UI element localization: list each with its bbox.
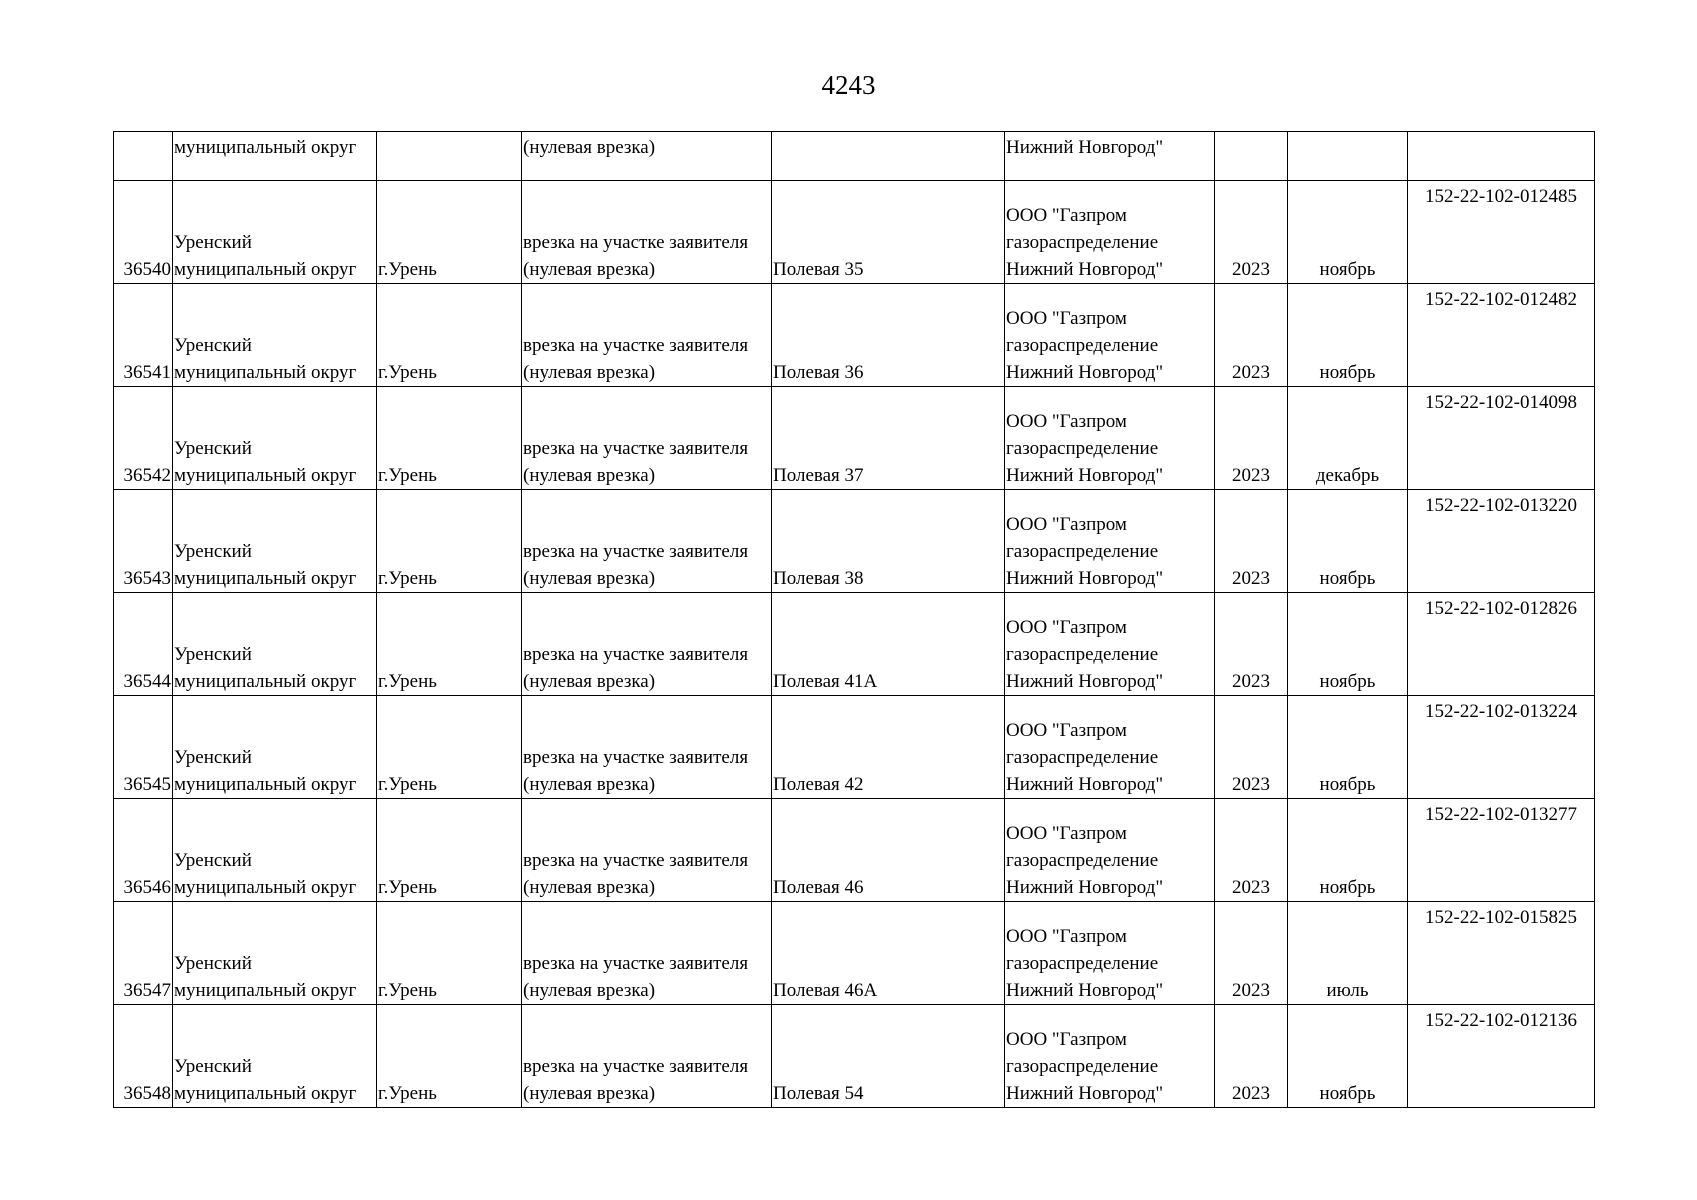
cell-code-text: 152-22-102-012136 [1425, 1010, 1577, 1031]
cell-method-text: врезка на участке заявителя [523, 644, 749, 665]
cell-org-text: газораспределение [1006, 232, 1159, 253]
cell-org-text: Нижний Новгород" [1006, 465, 1164, 486]
cell-month [1288, 696, 1408, 799]
cell-address [772, 799, 1005, 902]
cell-address [772, 696, 1005, 799]
cell-org [1005, 181, 1215, 284]
cell-year-text: 2023 [1232, 259, 1270, 280]
cell-num [114, 181, 173, 284]
cell-code-text: 152-22-102-015825 [1425, 907, 1577, 928]
cell-method-text: (нулевая врезка) [523, 980, 656, 1001]
cell-district-text: Уренский [174, 747, 252, 768]
table-row [114, 696, 1595, 799]
cell-city-text: г.Урень [378, 774, 437, 795]
cell-district [173, 181, 377, 284]
cell-code [1408, 387, 1595, 490]
cell-month [1288, 1005, 1408, 1108]
cell-city [377, 1005, 522, 1108]
cell-method-text: (нулевая врезка) [523, 465, 656, 486]
table-row [114, 284, 1595, 387]
cell-year [1215, 799, 1288, 902]
cell-year [1215, 593, 1288, 696]
cell-year-text: 2023 [1232, 1083, 1270, 1104]
cell-city-text: г.Урень [378, 980, 437, 1001]
cell-district-text: Уренский [174, 953, 252, 974]
page-number: 4243 [821, 70, 876, 100]
cell-address-text: Полевая 41А [773, 671, 878, 692]
cell-year [1215, 387, 1288, 490]
cell-org-text: газораспределение [1006, 541, 1159, 562]
cell-year-text: 2023 [1232, 465, 1270, 486]
cell-city [377, 284, 522, 387]
org-text: Нижний Новгород" [1006, 137, 1164, 158]
cell-org-text: газораспределение [1006, 644, 1159, 665]
cell-address [772, 490, 1005, 593]
table-row [114, 387, 1595, 490]
cell-month [1288, 799, 1408, 902]
cell-org [1005, 799, 1215, 902]
cell-district [173, 387, 377, 490]
cell-org [1005, 387, 1215, 490]
cell-month-text: ноябрь [1319, 774, 1376, 795]
cell-method [522, 181, 772, 284]
gasification-table [113, 131, 1595, 1108]
cell-district [173, 490, 377, 593]
cell-org-text: Нижний Новгород" [1006, 774, 1164, 795]
cell-month-text: ноябрь [1319, 877, 1376, 898]
cell-city [377, 490, 522, 593]
cell-district-text: Уренский [174, 644, 252, 665]
cell-org-text: Нижний Новгород" [1006, 877, 1164, 898]
cell-address [772, 181, 1005, 284]
cell-num-text: 36540 [123, 259, 171, 280]
cell-district-text: муниципальный округ [174, 774, 357, 795]
cell-district-text: муниципальный округ [174, 1083, 357, 1104]
table-body [114, 132, 1595, 1108]
cell-num-text: 36541 [123, 362, 171, 383]
cell-method [522, 799, 772, 902]
district-text: муниципальный округ [174, 137, 357, 158]
table-row [114, 799, 1595, 902]
cell-org-text: ООО "Газпром [1006, 720, 1127, 741]
cell-method [522, 387, 772, 490]
cell-month-text: ноябрь [1319, 259, 1376, 280]
cell-month [1288, 284, 1408, 387]
cell-method-text: врезка на участке заявителя [523, 438, 749, 459]
cell-district-text: Уренский [174, 335, 252, 356]
cell-city [377, 387, 522, 490]
cell-address [772, 132, 1005, 181]
cell-year-text: 2023 [1232, 362, 1270, 383]
cell-district-text: Уренский [174, 232, 252, 253]
cell-method-text: (нулевая врезка) [523, 259, 656, 280]
cell-district-text: Уренский [174, 1056, 252, 1077]
cell-address [772, 387, 1005, 490]
cell-district-text: муниципальный округ [174, 362, 357, 383]
cell-num [114, 696, 173, 799]
cell-code-text: 152-22-102-012482 [1425, 289, 1577, 310]
cell-city-text: г.Урень [378, 568, 437, 589]
cell-method-text: (нулевая врезка) [523, 1083, 656, 1104]
cell-method [522, 132, 772, 181]
table-row-continuation [114, 132, 1595, 181]
cell-method [522, 902, 772, 1005]
cell-city [377, 902, 522, 1005]
cell-city [377, 132, 522, 181]
cell-org [1005, 284, 1215, 387]
cell-district [173, 696, 377, 799]
cell-address-text: Полевая 36 [773, 362, 864, 383]
cell-code [1408, 181, 1595, 284]
cell-year-text: 2023 [1232, 671, 1270, 692]
cell-year [1215, 181, 1288, 284]
cell-org-text: газораспределение [1006, 335, 1159, 356]
cell-org-text: Нижний Новгород" [1006, 362, 1164, 383]
cell-year-text: 2023 [1232, 774, 1270, 795]
cell-district-text: муниципальный округ [174, 259, 357, 280]
cell-address [772, 593, 1005, 696]
cell-num [114, 284, 173, 387]
cell-num [114, 799, 173, 902]
cell-district [173, 1005, 377, 1108]
cell-district-text: муниципальный округ [174, 877, 357, 898]
cell-district [173, 284, 377, 387]
cell-district-text: Уренский [174, 850, 252, 871]
cell-num [114, 132, 173, 181]
cell-method-text: врезка на участке заявителя [523, 335, 749, 356]
table-row [114, 902, 1595, 1005]
cell-method [522, 1005, 772, 1108]
cell-city-text: г.Урень [378, 259, 437, 280]
cell-org-text: ООО "Газпром [1006, 514, 1127, 535]
cell-org-text: газораспределение [1006, 850, 1159, 871]
cell-org-text: Нижний Новгород" [1006, 1083, 1164, 1104]
cell-month [1288, 132, 1408, 181]
cell-district-text: Уренский [174, 541, 252, 562]
cell-district [173, 593, 377, 696]
cell-num [114, 387, 173, 490]
cell-method-text: врезка на участке заявителя [523, 541, 749, 562]
cell-month [1288, 387, 1408, 490]
cell-num-text: 36548 [123, 1083, 171, 1104]
cell-code-text: 152-22-102-013277 [1425, 804, 1577, 825]
cell-org-text: ООО "Газпром [1006, 308, 1127, 329]
cell-org-text: ООО "Газпром [1006, 411, 1127, 432]
cell-year [1215, 696, 1288, 799]
cell-method-text: (нулевая врезка) [523, 362, 656, 383]
cell-code [1408, 799, 1595, 902]
cell-org-text: газораспределение [1006, 1056, 1159, 1077]
cell-org-text: ООО "Газпром [1006, 1029, 1127, 1050]
cell-org [1005, 902, 1215, 1005]
cell-org-text: ООО "Газпром [1006, 617, 1127, 638]
cell-month [1288, 593, 1408, 696]
cell-address [772, 902, 1005, 1005]
cell-year [1215, 132, 1288, 181]
cell-num [114, 1005, 173, 1108]
cell-num-text: 36544 [123, 671, 171, 692]
cell-city [377, 696, 522, 799]
table-row [114, 181, 1595, 284]
cell-num-text: 36547 [123, 980, 171, 1001]
cell-method-text: (нулевая врезка) [523, 877, 656, 898]
cell-org-text: ООО "Газпром [1006, 926, 1127, 947]
cell-method-text: врезка на участке заявителя [523, 850, 749, 871]
cell-address [772, 1005, 1005, 1108]
table-row [114, 1005, 1595, 1108]
cell-month [1288, 181, 1408, 284]
cell-code [1408, 284, 1595, 387]
cell-code [1408, 593, 1595, 696]
cell-month-text: ноябрь [1319, 568, 1376, 589]
cell-city-text: г.Урень [378, 362, 437, 383]
cell-district [173, 132, 377, 181]
cell-city [377, 593, 522, 696]
cell-method [522, 284, 772, 387]
cell-org [1005, 490, 1215, 593]
cell-code [1408, 902, 1595, 1005]
cell-method [522, 593, 772, 696]
cell-district-text: муниципальный округ [174, 568, 357, 589]
cell-method-text: (нулевая врезка) [523, 568, 656, 589]
cell-district [173, 799, 377, 902]
cell-num-text: 36546 [123, 877, 171, 898]
cell-code [1408, 132, 1595, 181]
cell-month-text: ноябрь [1319, 1083, 1376, 1104]
table-row [114, 490, 1595, 593]
cell-method-text: (нулевая врезка) [523, 774, 656, 795]
cell-year [1215, 1005, 1288, 1108]
cell-city-text: г.Урень [378, 1083, 437, 1104]
cell-code-text: 152-22-102-012485 [1425, 186, 1577, 207]
cell-org-text: газораспределение [1006, 747, 1159, 768]
cell-org-text: Нижний Новгород" [1006, 980, 1164, 1001]
cell-address [772, 284, 1005, 387]
cell-address-text: Полевая 42 [773, 774, 864, 795]
cell-code [1408, 1005, 1595, 1108]
method-text: (нулевая врезка) [523, 137, 656, 158]
cell-org [1005, 696, 1215, 799]
cell-month-text: ноябрь [1319, 362, 1376, 383]
cell-month-text: июль [1326, 980, 1369, 1001]
table-row [114, 593, 1595, 696]
cell-city [377, 181, 522, 284]
cell-num-text: 36545 [123, 774, 171, 795]
cell-org-text: Нижний Новгород" [1006, 671, 1164, 692]
cell-org-text: ООО "Газпром [1006, 823, 1127, 844]
cell-address-text: Полевая 54 [773, 1083, 864, 1104]
cell-org-text: ООО "Газпром [1006, 205, 1127, 226]
cell-month [1288, 490, 1408, 593]
cell-year [1215, 284, 1288, 387]
cell-num [114, 490, 173, 593]
cell-district-text: муниципальный округ [174, 980, 357, 1001]
cell-method-text: врезка на участке заявителя [523, 232, 749, 253]
cell-num [114, 902, 173, 1005]
cell-org-text: газораспределение [1006, 953, 1159, 974]
cell-year-text: 2023 [1232, 568, 1270, 589]
cell-method-text: врезка на участке заявителя [523, 747, 749, 768]
cell-code-text: 152-22-102-014098 [1425, 392, 1577, 413]
cell-org-text: Нижний Новгород" [1006, 259, 1164, 280]
cell-month-text: ноябрь [1319, 671, 1376, 692]
cell-address-text: Полевая 46 [773, 877, 864, 898]
cell-org [1005, 593, 1215, 696]
cell-method [522, 490, 772, 593]
cell-method-text: врезка на участке заявителя [523, 1056, 749, 1077]
cell-city-text: г.Урень [378, 671, 437, 692]
cell-city [377, 799, 522, 902]
cell-code-text: 152-22-102-013220 [1425, 495, 1577, 516]
cell-year [1215, 490, 1288, 593]
cell-org [1005, 132, 1215, 181]
cell-org-text: Нижний Новгород" [1006, 568, 1164, 589]
cell-num [114, 593, 173, 696]
cell-code [1408, 490, 1595, 593]
cell-address-text: Полевая 37 [773, 465, 864, 486]
cell-method [522, 696, 772, 799]
cell-method-text: (нулевая врезка) [523, 671, 656, 692]
cell-district-text: муниципальный округ [174, 465, 357, 486]
cell-num-text: 36542 [123, 465, 171, 486]
cell-district [173, 902, 377, 1005]
cell-code [1408, 696, 1595, 799]
cell-address-text: Полевая 38 [773, 568, 864, 589]
cell-method-text: врезка на участке заявителя [523, 953, 749, 974]
cell-org-text: газораспределение [1006, 438, 1159, 459]
cell-district-text: Уренский [174, 438, 252, 459]
cell-city-text: г.Урень [378, 877, 437, 898]
cell-year [1215, 902, 1288, 1005]
cell-district-text: муниципальный округ [174, 671, 357, 692]
cell-city-text: г.Урень [378, 465, 437, 486]
cell-num-text: 36543 [123, 568, 171, 589]
cell-code-text: 152-22-102-013224 [1425, 701, 1577, 722]
cell-year-text: 2023 [1232, 877, 1270, 898]
cell-org [1005, 1005, 1215, 1108]
cell-year-text: 2023 [1232, 980, 1270, 1001]
cell-code-text: 152-22-102-012826 [1425, 598, 1577, 619]
cell-month-text: декабрь [1315, 465, 1380, 486]
cell-address-text: Полевая 46А [773, 980, 878, 1001]
cell-address-text: Полевая 35 [773, 259, 864, 280]
cell-month [1288, 902, 1408, 1005]
